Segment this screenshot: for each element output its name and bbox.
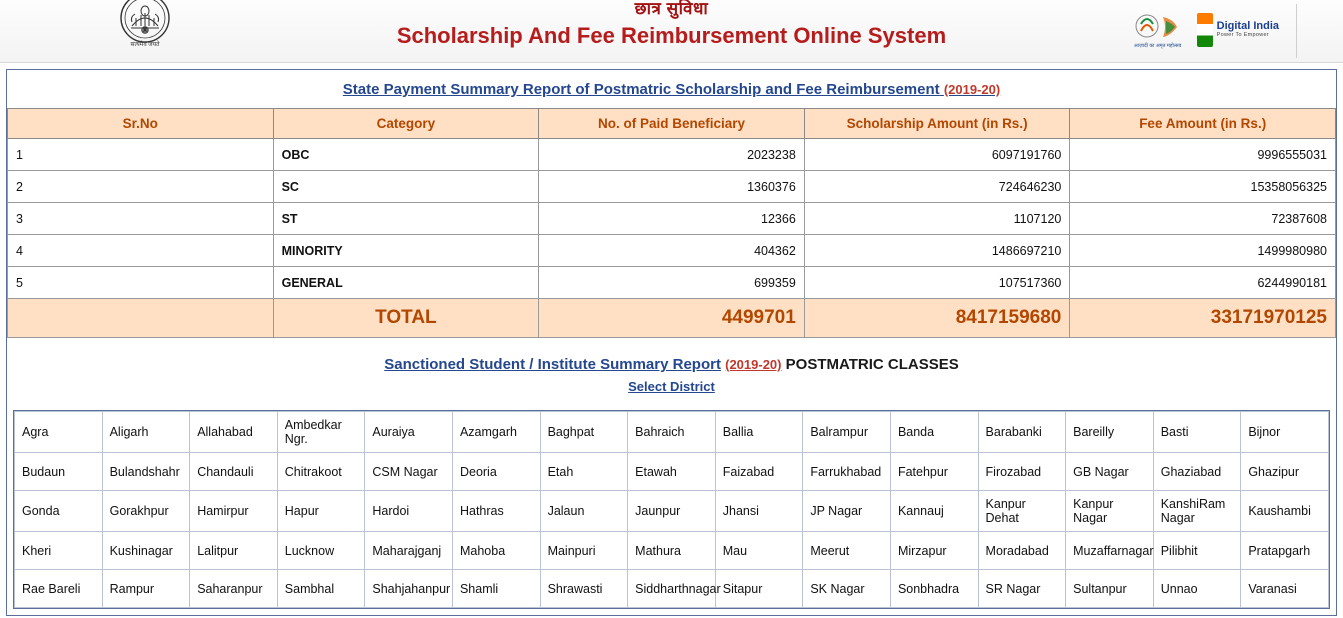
district-cell[interactable]: Chitrakoot	[277, 453, 365, 491]
district-cell[interactable]: Rampur	[102, 570, 190, 608]
district-cell[interactable]: Kushinagar	[102, 532, 190, 570]
total-beneficiary: 4499701	[539, 299, 805, 338]
district-cell[interactable]: Azamgarh	[452, 412, 540, 453]
column-header-srno: Sr.No	[8, 109, 274, 139]
sanctioned-report-header	[7, 338, 1336, 400]
district-cell[interactable]: Allahabad	[190, 412, 278, 453]
district-cell[interactable]: Aligarh	[102, 412, 190, 453]
district-cell[interactable]: Shrawasti	[540, 570, 628, 608]
district-cell[interactable]: Deoria	[452, 453, 540, 491]
total-fee: 33171970125	[1070, 299, 1336, 338]
cell-fee: 15358056325	[1070, 171, 1336, 203]
cell-fee: 72387608	[1070, 203, 1336, 235]
district-cell[interactable]: Maharajganj	[365, 532, 453, 570]
district-cell[interactable]: Baghpat	[540, 412, 628, 453]
district-cell[interactable]: Kaushambi	[1241, 491, 1329, 532]
district-cell[interactable]: Jhansi	[715, 491, 803, 532]
district-cell[interactable]: Mainpuri	[540, 532, 628, 570]
column-header-category: Category	[273, 109, 539, 139]
district-cell[interactable]: Auraiya	[365, 412, 453, 453]
district-cell[interactable]: Bulandshahr	[102, 453, 190, 491]
district-cell[interactable]: Hapur	[277, 491, 365, 532]
district-cell[interactable]: Gorakhpur	[102, 491, 190, 532]
district-cell[interactable]: Kanpur Dehat	[978, 491, 1066, 532]
district-cell[interactable]: Agra	[15, 412, 103, 453]
district-cell[interactable]: Saharanpur	[190, 570, 278, 608]
district-cell[interactable]: Ghazipur	[1241, 453, 1329, 491]
total-scholarship: 8417159680	[804, 299, 1070, 338]
district-cell[interactable]: Ballia	[715, 412, 803, 453]
summary-report-panel	[6, 69, 1337, 616]
district-cell[interactable]: Jaunpur	[628, 491, 716, 532]
district-row	[15, 453, 1329, 491]
table-header-row	[8, 109, 1336, 139]
cell-scholarship: 724646230	[804, 171, 1070, 203]
district-cell[interactable]: JP Nagar	[803, 491, 891, 532]
site-header	[0, 0, 1343, 63]
cell-srno: 2	[8, 171, 274, 203]
cell-srno: 4	[8, 235, 274, 267]
district-cell[interactable]: Rae Bareli	[15, 570, 103, 608]
district-cell[interactable]: Etah	[540, 453, 628, 491]
header-english-title: Scholarship And Fee Reimbursement Online System	[396, 23, 947, 48]
header-hindi-title: छात्र सुविधा	[634, 0, 709, 18]
district-cell[interactable]: Lalitpur	[190, 532, 278, 570]
district-cell[interactable]: CSM Nagar	[365, 453, 453, 491]
district-cell[interactable]: Barabanki	[978, 412, 1066, 453]
district-cell[interactable]: SK Nagar	[803, 570, 891, 608]
district-cell[interactable]: Sitapur	[715, 570, 803, 608]
digital-india-label: Digital India	[1216, 20, 1279, 33]
table-total-row	[8, 299, 1336, 338]
district-cell[interactable]: Sambhal	[277, 570, 365, 608]
cell-scholarship: 6097191760	[804, 139, 1070, 171]
district-cell[interactable]: Mahoba	[452, 532, 540, 570]
district-grid	[14, 411, 1329, 608]
cell-fee: 9996555031	[1070, 139, 1336, 171]
table-row	[8, 235, 1336, 267]
district-cell[interactable]: Hamirpur	[190, 491, 278, 532]
district-cell[interactable]: Etawah	[628, 453, 716, 491]
table-row	[8, 139, 1336, 171]
district-cell[interactable]: Budaun	[15, 453, 103, 491]
digital-india-icon	[1197, 13, 1279, 47]
district-cell[interactable]: Mathura	[628, 532, 716, 570]
district-cell[interactable]: Sultanpur	[1066, 570, 1154, 608]
table-row	[8, 203, 1336, 235]
cell-fee: 1499980980	[1070, 235, 1336, 267]
district-grid-panel	[13, 410, 1330, 609]
district-cell[interactable]: Kanpur Nagar	[1066, 491, 1154, 532]
summary-report-title-text: State Payment Summary Report of Postmatric Scholarship and Fee Reimbursement	[342, 81, 940, 98]
district-cell[interactable]: Unnao	[1153, 570, 1241, 608]
sanctioned-title-class: POSTMATRIC CLASSES	[785, 356, 959, 373]
district-cell[interactable]: Lucknow	[277, 532, 365, 570]
digital-india-tricolor-mark	[1197, 13, 1213, 47]
district-cell[interactable]: Mau	[715, 532, 803, 570]
table-row	[8, 171, 1336, 203]
district-cell[interactable]: Bareilly	[1066, 412, 1154, 453]
district-cell[interactable]: Gonda	[15, 491, 103, 532]
total-label: TOTAL	[273, 299, 539, 338]
header-logos	[1129, 2, 1279, 58]
district-cell[interactable]: Moradabad	[978, 532, 1066, 570]
cell-beneficiary: 2023238	[539, 139, 805, 171]
district-cell[interactable]: Kannauj	[890, 491, 978, 532]
cell-category: OBC	[273, 139, 539, 171]
district-cell[interactable]: Varanasi	[1241, 570, 1329, 608]
district-cell[interactable]: Hathras	[452, 491, 540, 532]
district-cell[interactable]: Fatehpur	[890, 453, 978, 491]
cell-scholarship: 1107120	[804, 203, 1070, 235]
district-cell[interactable]: Pratapgarh	[1241, 532, 1329, 570]
district-cell[interactable]: Ambedkar Ngr.	[277, 412, 365, 453]
select-district-link[interactable]: Select District	[628, 379, 715, 394]
total-spacer	[8, 299, 274, 338]
cell-scholarship: 1486697210	[804, 235, 1070, 267]
district-cell[interactable]: Bijnor	[1241, 412, 1329, 453]
cell-category: ST	[273, 203, 539, 235]
district-cell[interactable]: Shamli	[452, 570, 540, 608]
azadi-amrit-mahotsav-icon	[1129, 7, 1187, 53]
sanctioned-report-title	[7, 356, 1336, 373]
cell-category: MINORITY	[273, 235, 539, 267]
district-cell[interactable]: GB Nagar	[1066, 453, 1154, 491]
cell-srno: 1	[8, 139, 274, 171]
header-divider	[1296, 4, 1297, 58]
district-cell[interactable]: Firozabad	[978, 453, 1066, 491]
summary-report-title	[7, 70, 1336, 108]
table-row	[8, 267, 1336, 299]
district-row	[15, 532, 1329, 570]
cell-beneficiary: 404362	[539, 235, 805, 267]
column-header-fee: Fee Amount (in Rs.)	[1070, 109, 1336, 139]
svg-text:सत्यमेव जयते: सत्यमेव जयते	[130, 42, 160, 48]
district-cell[interactable]: Ghaziabad	[1153, 453, 1241, 491]
district-cell[interactable]: Banda	[890, 412, 978, 453]
sanctioned-title-text: Sanctioned Student / Institute Summary Report	[384, 356, 721, 373]
district-row	[15, 570, 1329, 608]
district-cell[interactable]: Hardoi	[365, 491, 453, 532]
district-cell[interactable]: KanshiRam Nagar	[1153, 491, 1241, 532]
cell-fee: 6244990181	[1070, 267, 1336, 299]
cell-beneficiary: 699359	[539, 267, 805, 299]
district-row	[15, 412, 1329, 453]
digital-india-tagline: Power To Empower	[1216, 31, 1270, 38]
azadi-logo-caption: आज़ादी का अमृत महोत्सव	[1133, 42, 1182, 49]
district-cell[interactable]: SR Nagar	[978, 570, 1066, 608]
district-cell[interactable]: Basti	[1153, 412, 1241, 453]
district-cell[interactable]: Muzaffarnagar	[1066, 532, 1154, 570]
district-cell[interactable]: Meerut	[803, 532, 891, 570]
district-row	[15, 491, 1329, 532]
district-cell[interactable]: Mirzapur	[890, 532, 978, 570]
cell-srno: 3	[8, 203, 274, 235]
district-cell[interactable]: Kheri	[15, 532, 103, 570]
column-header-scholarship: Scholarship Amount (in Rs.)	[804, 109, 1070, 139]
district-cell[interactable]: Faizabad	[715, 453, 803, 491]
cell-beneficiary: 12366	[539, 203, 805, 235]
district-cell[interactable]: Siddharthnagar	[628, 570, 716, 608]
district-cell[interactable]: Farrukhabad	[803, 453, 891, 491]
cell-category: GENERAL	[273, 267, 539, 299]
district-cell[interactable]: Chandauli	[190, 453, 278, 491]
cell-scholarship: 107517360	[804, 267, 1070, 299]
district-cell[interactable]: Sonbhadra	[890, 570, 978, 608]
cell-srno: 5	[8, 267, 274, 299]
district-cell[interactable]: Pilibhit	[1153, 532, 1241, 570]
district-cell[interactable]: Balrampur	[803, 412, 891, 453]
sanctioned-title-year: (2019-20)	[725, 357, 782, 372]
summary-report-year: (2019-20)	[943, 82, 1001, 97]
state-payment-summary-table	[7, 108, 1336, 338]
cell-category: SC	[273, 171, 539, 203]
column-header-beneficiary: No. of Paid Beneficiary	[539, 109, 805, 139]
district-cell[interactable]: Jalaun	[540, 491, 628, 532]
cell-beneficiary: 1360376	[539, 171, 805, 203]
district-cell[interactable]: Shahjahanpur	[365, 570, 453, 608]
district-cell[interactable]: Bahraich	[628, 412, 716, 453]
